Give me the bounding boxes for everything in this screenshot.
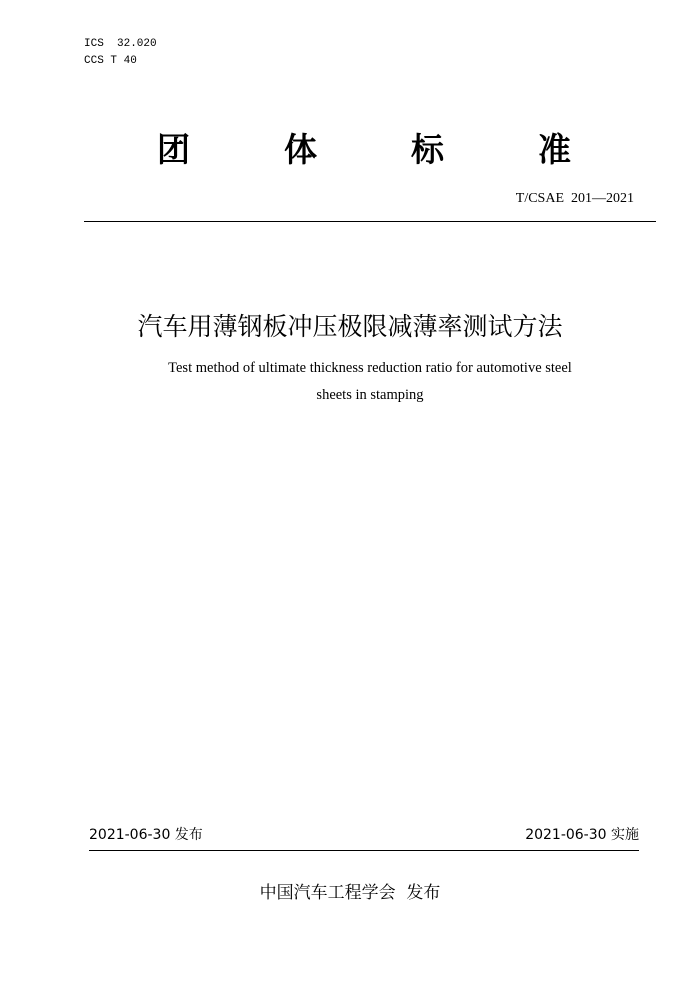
ics-code: ICS 32.020 bbox=[84, 38, 157, 50]
standard-type-char: 团 bbox=[157, 130, 190, 169]
publisher: 中国汽车工程学会 发布 bbox=[259, 883, 441, 903]
implementation-date: 2021-06-30 实施 bbox=[525, 827, 639, 843]
standard-type-char: 准 bbox=[538, 130, 571, 169]
standard-number: T/CSAE 201—2021 bbox=[515, 191, 634, 206]
ccs-code: CCS T 40 bbox=[84, 55, 137, 67]
title-english-line: Test method of ultimate thickness reduction ratio for automotive steel bbox=[168, 360, 572, 376]
title-chinese: 汽车用薄钢板冲压极限减薄率测试方法 bbox=[137, 312, 563, 341]
header-divider bbox=[84, 221, 656, 222]
footer-divider bbox=[89, 850, 639, 851]
standard-type-char: 标 bbox=[411, 130, 444, 169]
standard-type-heading bbox=[0, 128, 700, 172]
title-english-line: sheets in stamping bbox=[316, 387, 424, 403]
issue-date: 2021-06-30 发布 bbox=[89, 827, 203, 843]
classification-codes bbox=[84, 36, 157, 70]
standard-type-char: 体 bbox=[284, 130, 317, 169]
title-english bbox=[100, 355, 640, 409]
